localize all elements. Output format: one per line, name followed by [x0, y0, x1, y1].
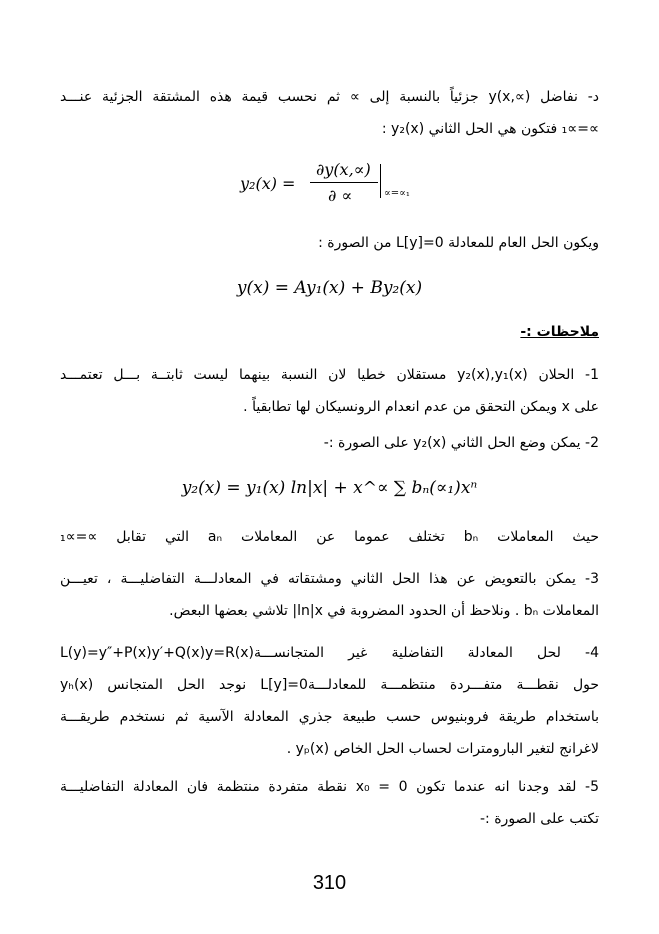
page-number: 310	[312, 872, 347, 894]
evaluation-bar	[380, 164, 381, 198]
second-solution-equation: y₂(x) = y₁(x) ln|x| + x^∝ ∑ bₙ(∝₁)xⁿ	[181, 478, 478, 498]
partial-derivative-equation	[240, 160, 440, 210]
note-4-line-1: 4- لحل المعادلة التفاضلية غير المتجانســـةL(y)=y″+P(x)y′+Q(x)y=R(x)	[60, 645, 599, 661]
text-line-general-intro: ويكون الحل العام للمعادلة L[y]=0 من الصورة :	[318, 235, 599, 251]
note-2-line-1: 2- يمكن وضع الحل الثاني y₂(x) على الصورة :-	[323, 435, 599, 451]
fraction-bar	[310, 182, 378, 183]
text-line-d-cont: ∝=∝₁ فتكون هي الحل الثاني y₂(x) :	[381, 121, 599, 137]
eq-eval-subscript: ∝=∝₁	[384, 188, 410, 199]
text-line-d: د- نفاضل y(x,∝) جزئياً بالنسبة إلى ∝ ثم نحسب قيمة هذه المشتقة الجزئية عنـــد	[60, 89, 599, 105]
eq-numerator: ∂y(x,∝)	[316, 160, 371, 179]
note-3-line-1: 3- يمكن بالتعويض عن هذا الحل الثاني ومشتقاته في المعادلـــة التفاضليـــة ، تعيـــن	[60, 571, 599, 587]
notes-heading: ملاحظات :-	[520, 324, 599, 340]
note-4-line-2: حول نقطـــة متفـــردة منتظمـــة للمعادلـــةL[y]=0 نوجد الحل المتجانس yₕ(x)	[60, 677, 600, 693]
note-1-line-1: 1- الحلان y₂(x),y₁(x) مستقلان خطيا لان النسبة بينهما ليست ثابتــة بـــل تعتمـــد	[60, 367, 599, 383]
note-4-line-4: لاغرانج لتغير البارومترات لحساب الحل الخاص yₚ(x) .	[286, 741, 599, 757]
note-3-line-2: المعاملات bₙ . ونلاحظ أن الحدود المضروبة في ln|x| تلاشي بعضها البعض.	[169, 603, 599, 619]
note-4-line-3: باستخدام طريقة فروبنيوس حسب طبيعة جذري المعادلة الآسية ثم نستخدم طريقـــة	[60, 709, 599, 725]
note-5-line-2: تكتب على الصورة :-	[480, 811, 599, 827]
eq-denominator: ∂ ∝	[328, 186, 353, 205]
general-solution-equation: y(x) = Ay₁(x) + By₂(x)	[236, 278, 423, 298]
note-1-line-2: على x ويمكن التحقق من عدم انعدام الرونسيكان لها تطابقياً .	[243, 399, 599, 415]
eq-lhs: y₂(x) =	[240, 174, 296, 193]
note-5-line-1: 5- لقد وجدنا انه عندما تكون x₀ = 0 نقطة متفردة منتظمة فان المعادلة التفاضليـــة	[60, 779, 600, 795]
note-2-line-2: حيث المعاملات bₙ تختلف عموما عن المعاملات aₙ التي تقابل ∝=∝₁	[60, 529, 600, 545]
